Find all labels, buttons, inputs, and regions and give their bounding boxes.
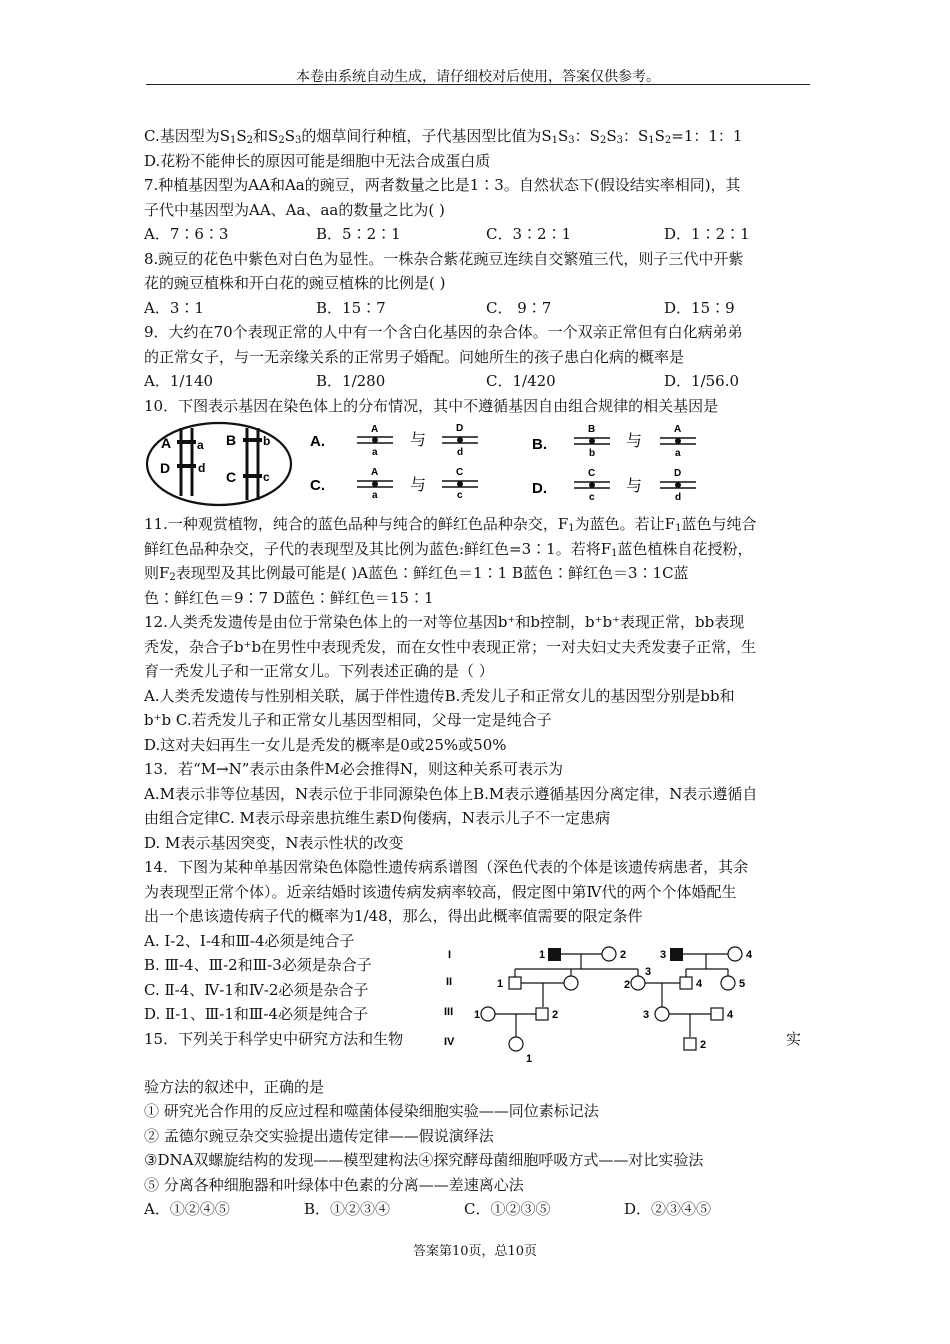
q13-line-1: 13．若“M→N”表示由条件M必会推得N，则这种关系可表示为 — [144, 760, 563, 778]
svg-text:4: 4 — [696, 977, 703, 990]
svg-text:a: a — [372, 447, 378, 458]
unaffected-female — [509, 1037, 523, 1051]
header-notice: 本卷由系统自动生成，请仔细校对后使用，答案仅供参考。 — [296, 69, 660, 85]
svg-text:C: C — [588, 468, 596, 479]
svg-text:A: A — [674, 424, 682, 435]
affected-male — [670, 948, 683, 961]
q12-line-6: D.这对夫妇再生一女儿是秃发的概率是0或25%或50% — [144, 735, 507, 754]
q7-option-a: A．7∶6∶3 — [144, 225, 229, 243]
svg-text:A: A — [371, 424, 379, 435]
q15-option-d: D．②③④⑤ — [624, 1200, 712, 1218]
svg-text:d: d — [457, 447, 464, 458]
svg-text:A: A — [371, 467, 379, 478]
q10-chromosome-figure — [144, 418, 812, 512]
q6-option-c: C.基因型为$S_1S_2$和$S_2S_3$的烟草间行种植，子代基因型比值为$S_1S_3$：$S_2S_3$：$S_1S_2=1$：1：1 — [144, 127, 743, 146]
q15-item-3: ③DNA双螺旋结构的发现——模型建构法④探究酵母菌细胞呼吸方式——对比实验法 — [144, 1151, 704, 1169]
q9-option-d: D．1/56.0 — [664, 372, 740, 390]
q15-item-2: ② 孟德尔豌豆杂交实验提出遗传定律——假说演绎法 — [144, 1126, 494, 1145]
q9-options — [144, 369, 812, 394]
q15-option-a: A．①②④⑤ — [144, 1200, 230, 1218]
svg-text:B: B — [588, 424, 596, 435]
q8-option-c: C． 9∶7 — [486, 298, 552, 317]
unaffected-male — [680, 977, 692, 989]
q11-line-3: 则$F_2$表现型及其比例最可能是( )A蓝色∶鲜红色＝1∶1 B蓝色∶鲜红色＝3∶1C蓝 — [144, 564, 689, 583]
q7-option-d: D．1∶2∶1 — [664, 225, 750, 243]
page-footer: 答案第10页，总10页 — [412, 1244, 538, 1259]
svg-text:c: c — [457, 490, 463, 501]
header-divider — [146, 84, 810, 85]
q10-yu: 与 — [410, 432, 427, 449]
q8-option-b: B．15∶7 — [316, 298, 386, 317]
chromosome-pair-a-right — [442, 423, 478, 458]
unaffected-female — [721, 976, 735, 990]
q8-option-d: D．15∶9 — [664, 298, 735, 317]
generation-label: II — [446, 975, 453, 988]
q13-line-2: A.M表示非等位基因，N表示位于非同源染色体上B.M表示遵循基因分离定律，N表示遵循自 — [144, 784, 758, 803]
q13-line-3: 由组合定律C. M表示母亲患抗维生素D佝偻病，N表示儿子不一定患病 — [144, 809, 610, 827]
unaffected-female — [728, 947, 742, 961]
unaffected-female — [481, 1007, 495, 1021]
generation-label: III — [444, 1005, 454, 1018]
q8-option-a: A．3∶1 — [144, 298, 204, 317]
svg-text:c: c — [589, 492, 595, 503]
q10-yu: 与 — [626, 478, 643, 495]
unaffected-female — [564, 976, 578, 990]
cell-label: A — [161, 435, 172, 451]
chromosome-pair-b-right — [660, 424, 696, 459]
unaffected-female — [602, 947, 616, 961]
q7-stem-2: 子代中基因型为AA、Aa、aa的数量之比为( ) — [144, 200, 445, 219]
unaffected-male — [684, 1038, 696, 1050]
q14-option-b: B. Ⅲ-4、Ⅲ-2和Ⅲ-3必须是杂合子 — [144, 956, 372, 974]
q10-yu: 与 — [410, 477, 427, 494]
q10-yu: 与 — [626, 433, 643, 450]
unaffected-female — [631, 976, 645, 990]
q9-option-c: C．1/420 — [486, 372, 556, 390]
q15-line-2: 验方法的叙述中，正确的是 — [144, 1077, 325, 1096]
cell-label: d — [198, 461, 206, 475]
q7-option-c: C．3∶2∶1 — [486, 225, 572, 243]
q12-line-5: b⁺b C.若秃发儿子和正常女儿基因型相同，父母一定是纯合子 — [144, 711, 552, 729]
svg-text:1: 1 — [474, 1008, 481, 1021]
affected-male — [548, 948, 561, 961]
svg-text:a: a — [675, 448, 681, 459]
q15-option-b: B．①②③④ — [304, 1200, 391, 1218]
unaffected-male — [509, 977, 521, 989]
q14-line-1: 14．下图为某种单基因常染色体隐性遗传病系谱图（深色代表的个体是该遗传病患者，其余 — [144, 858, 749, 876]
chromosome-pair-c-right — [442, 467, 478, 501]
q15-item-1: ① 研究光合作用的反应过程和噬菌体侵染细胞实验——同位素标记法 — [144, 1102, 599, 1120]
q10-option-a: A. — [310, 433, 325, 450]
q15-option-c: C．①②③⑤ — [464, 1200, 551, 1218]
q14-line-3: 出一个患该遗传病子代的概率为1/48，那么，得出此概率值需要的限定条件 — [144, 907, 643, 925]
cell-label: a — [197, 438, 204, 452]
generation-label: IV — [444, 1035, 455, 1048]
q11-line-4: 色∶鲜红色＝9∶7 D蓝色∶鲜红色＝15∶1 — [144, 588, 434, 607]
q9-stem-2: 的正常女子，与一无亲缘关系的正常男子婚配。问她所生的孩子患白化病的概率是 — [144, 347, 685, 366]
q7-stem: 7.种植基因型为AA和Aa的豌豆，两者数量之比是1∶3。自然状态下(假设结实率相同)，其 — [144, 176, 741, 194]
svg-text:2: 2 — [624, 978, 631, 991]
svg-text:2: 2 — [552, 1008, 559, 1021]
q7-option-b: B．5∶2∶1 — [316, 225, 401, 243]
q14-options-and-pedigree — [144, 929, 812, 1075]
q10-option-d: D. — [532, 480, 547, 497]
q8-stem-2: 花的豌豆植株和开白花的豌豆植株的比例是( ) — [144, 274, 446, 292]
unaffected-male — [536, 1008, 548, 1020]
svg-text:1: 1 — [539, 948, 546, 961]
q11-line-1: 11.一种观赏植物，纯合的蓝色品种与纯合的鲜红色品种杂交，$F_1$为蓝色。若让$F_1$蓝色与纯合 — [144, 515, 757, 534]
q12-line-2: 秃发，杂合子b⁺b在男性中表现秃发，而在女性中表现正常；一对夫妇丈夫秃发妻子正常，生 — [144, 637, 757, 656]
svg-text:3: 3 — [645, 965, 652, 978]
svg-text:3: 3 — [660, 948, 667, 961]
svg-text:3: 3 — [643, 1008, 650, 1021]
q15-item-4: ⑤ 分离各种细胞器和叶绿体中色素的分离——差速离心法 — [144, 1175, 524, 1194]
svg-text:1: 1 — [497, 977, 504, 990]
chromosome-pair-c-left — [357, 467, 393, 501]
svg-text:2: 2 — [620, 948, 627, 961]
chromosome-diagram — [144, 418, 812, 512]
q8-stem: 8.豌豆的花色中紫色对白色为显性。一株杂合紫花豌豆连续自交繁殖三代，则子三代中开紫 — [144, 249, 744, 268]
unaffected-male — [711, 1008, 723, 1020]
svg-text:1: 1 — [526, 1052, 533, 1065]
svg-text:2: 2 — [700, 1038, 707, 1051]
pedigree-chart — [436, 931, 812, 1073]
svg-text:d: d — [675, 492, 682, 503]
q14-option-d: D. Ⅱ-1、Ⅲ-1和Ⅲ-4必须是纯合子 — [144, 1005, 368, 1023]
q15-line-1b: 实 — [786, 1029, 802, 1048]
svg-text:4: 4 — [746, 948, 753, 961]
unaffected-female — [655, 1007, 669, 1021]
svg-text:5: 5 — [739, 977, 746, 990]
q14-line-2: 为表现型正常个体）。近亲结婚时该遗传病发病率较高，假定图中第Ⅳ代的两个个体婚配生 — [144, 882, 737, 901]
cell-label: C — [226, 469, 237, 485]
q15-options — [144, 1197, 812, 1222]
q12-line-3: 育一秃发儿子和一正常女儿。下列表述正确的是（ ） — [144, 662, 494, 680]
q14-option-c: C. Ⅱ-4、Ⅳ-1和Ⅳ-2必须是杂合子 — [144, 980, 369, 999]
q11-line-2: 鲜红色品种杂交，子代的表现型及其比例为蓝色:鲜红色=3∶1。若将$F_1$蓝色植株自花授粉， — [144, 539, 753, 559]
cell-label: b — [263, 434, 271, 448]
chromosome-pair-d-left — [574, 468, 610, 503]
svg-text:C: C — [456, 467, 464, 478]
svg-text:a: a — [372, 490, 378, 501]
chromosome-pair-d-right — [660, 468, 696, 503]
cell-label: B — [226, 432, 237, 448]
chromosome-pair-a-left — [357, 424, 393, 458]
q14-option-a: A. Ⅰ-2、Ⅰ-4和Ⅲ-4必须是纯合子 — [144, 931, 355, 950]
svg-text:b: b — [589, 448, 596, 459]
q13-line-4: D. M表示基因突变，N表示性状的改变 — [144, 833, 404, 852]
q10-option-c: C. — [310, 477, 325, 494]
cell-label: c — [263, 470, 270, 484]
q9-stem: 9．大约在70个表现正常的人中有一个含白化基因的杂合体。一个双亲正常但有白化病弟弟 — [144, 323, 743, 341]
svg-text:4: 4 — [727, 1008, 734, 1021]
q10-option-b: B. — [532, 436, 547, 453]
q12-line-1: 12.人类秃发遗传是由位于常染色体上的一对等位基因b⁺和b控制，b⁺b⁺表现正常，bb表现 — [144, 613, 745, 631]
cell-label: D — [160, 460, 171, 476]
q10-stem: 10．下图表示基因在染色体上的分布情况，其中不遵循基因自由组合规律的相关基因是 — [144, 396, 719, 415]
q15-line-1a: 15．下列关于科学史中研究方法和生物 — [144, 1029, 404, 1048]
chromosome-pair-b-left — [574, 424, 610, 459]
generation-label: I — [448, 948, 452, 961]
svg-text:D: D — [456, 423, 464, 434]
svg-text:D: D — [674, 468, 682, 479]
q12-line-4: A.人类秃发遗传与性别相关联，属于伴性遗传B.秃发儿子和正常女儿的基因型分别是bb和 — [144, 686, 735, 705]
q9-option-b: B．1/280 — [316, 372, 386, 390]
q9-option-a: A．1/140 — [144, 372, 214, 390]
q8-options — [144, 296, 812, 321]
exam-content — [144, 124, 812, 1222]
q7-options — [144, 222, 812, 247]
q6-option-d: D.花粉不能伸长的原因可能是细胞中无法合成蛋白质 — [144, 151, 491, 170]
